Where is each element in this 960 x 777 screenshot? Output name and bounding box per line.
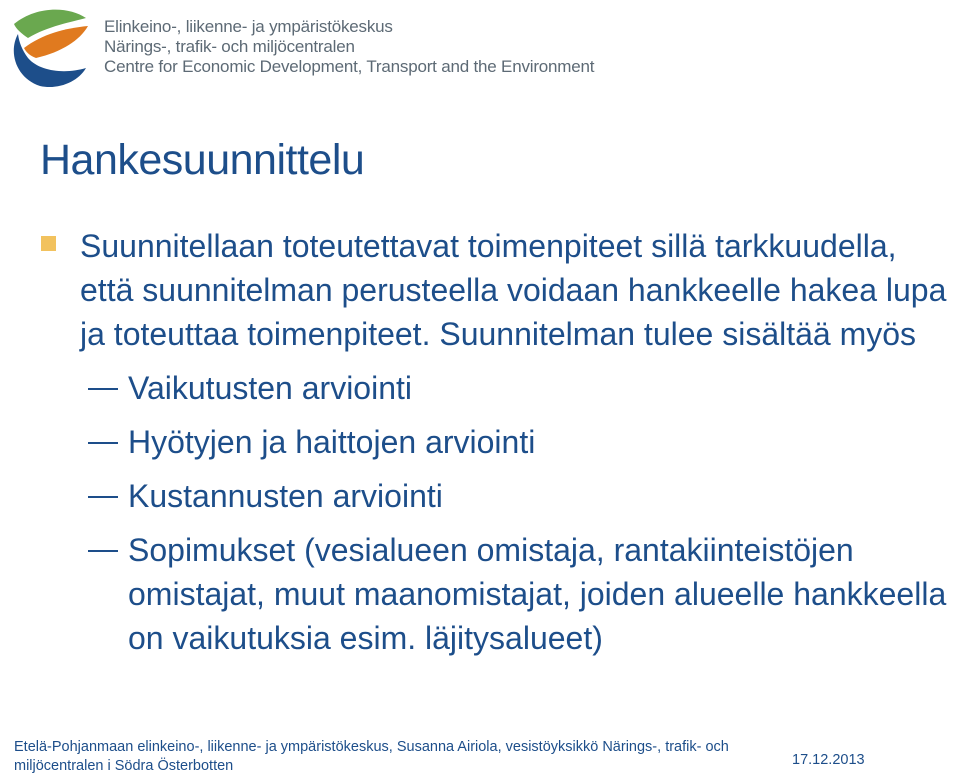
dash-bullet-icon [88,550,118,552]
dash-bullet-icon [88,442,118,444]
dash-bullet-icon [88,496,118,498]
sub-bullet-text: Sopimukset (vesialueen omistaja, rantakiinteistöjen omistajat, muut maanomistajat, joiden alueelle hankkeella on vaikutuksia esim. läjitysalueet) [128,532,947,656]
sub-bullet-text: Hyötyjen ja haittojen arviointi [128,424,536,460]
org-name-swedish: Närings-, trafik- och miljöcentralen [104,37,355,56]
dash-bullet-icon [88,388,118,390]
organization-names [104,17,594,77]
sub-bullet-text: Vaikutusten arviointi [128,370,412,406]
footer-date: 17.12.2013 [792,752,865,768]
square-bullet-icon [41,236,56,251]
main-bullet [40,224,955,356]
slide-title: Hankesuunnittelu [40,136,365,184]
main-bullet-text: Suunnitellaan toteutettavat toimenpiteet sillä tarkkuudella, että suunnitelman perusteella voidaan hankkeelle hakea lupa ja toteuttaa toimenpiteet. Suunnitelman tulee sisältää myös [80,228,947,352]
sub-bullet-item [40,366,955,410]
sub-bullet-item [40,528,955,660]
sub-bullet-list [40,366,955,660]
org-name-finnish: Elinkeino-, liikenne- ja ympäristökeskus [104,17,393,36]
sub-bullet-item [40,474,955,518]
sub-bullet-item [40,420,955,464]
sub-bullet-text: Kustannusten arviointi [128,478,443,514]
slide-body [40,224,955,670]
org-name-english: Centre for Economic Development, Transport and the Environment [104,57,595,76]
ely-centre-logo-icon [6,4,92,88]
footer-author-text: Etelä-Pohjanmaan elinkeino-, liikenne- ja ympäristökeskus, Susanna Airiola, vesistöyksikkö Närings-, trafik- och miljöcentralen i Södra Österbotten [14,739,729,774]
